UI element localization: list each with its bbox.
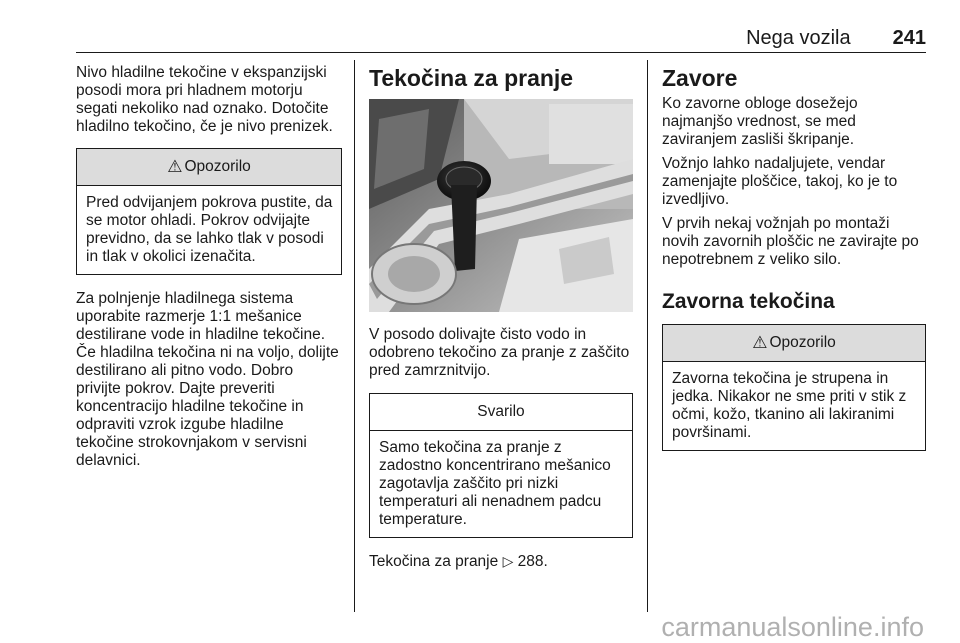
washer-fill-paragraph: V posodo dolivajte čisto vodo in odobreno tekočino za pranje z zaščito pred zamrznitvijo. — [369, 326, 630, 379]
section-heading: Zavore — [662, 65, 738, 91]
coolant-level-paragraph: Nivo hladilne tekočine v ekspanzijski posodi mora pri hladnem motorju segati nekoliko nad oznako. Dotočite hladilno tekočino, če je nivo prenizek. — [76, 64, 333, 135]
column-washer-fluid — [369, 64, 633, 571]
page-reference-arrow-icon: ▷ — [502, 553, 514, 569]
column-divider — [647, 60, 648, 612]
section-heading: Tekočina za pranje — [369, 65, 574, 91]
warning-triangle-icon: ⚠ — [167, 157, 183, 176]
subsection-heading: Zavorna tekočina — [662, 290, 835, 313]
warning-text: Pred odvijanjem pokrova pustite, da se motor ohladi. Pokrov odvijajte previdno, da se lahko tlak v posodi in tlak v okolici izenačita. — [86, 194, 333, 265]
washer-reservoir-photo — [369, 99, 633, 312]
caution-text: Samo tekočina za pranje z zadostno koncentrirano mešanico zagotavlja zaščito pri nizki temperaturi ali nenadnem padcu temperature. — [379, 439, 611, 528]
warning-title: Opozorilo — [184, 158, 251, 175]
coolant-fill-paragraph: Za polnjenje hladilnega sistema uporabite razmerje 1:1 mešanice destilirane vode in hladilne tekočine. Če hladilna tekočina ni na voljo, dolijte destilirano ali pitno vodo. Dobro privijte pokrov. Dajte preveriti koncentracijo hladilne tekočine in odpraviti vzrok izgube hladilne tekočine strokovnjakom v servisni delavnici. — [76, 290, 339, 469]
page-number: 241 — [892, 27, 926, 49]
warning-box — [76, 148, 342, 275]
caution-box — [369, 393, 633, 538]
reference-text: Tekočina za pranje — [369, 553, 499, 570]
column-coolant — [76, 64, 342, 470]
watermark: carmanualsonline.info — [661, 612, 924, 642]
warning-header — [663, 325, 925, 362]
warning-box — [662, 324, 926, 451]
brake-continue-paragraph: Vožnjo lahko nadaljujete, vendar zamenjajte ploščice, takoj, ko je to izvedljivo. — [662, 155, 898, 208]
warning-title: Opozorilo — [769, 334, 836, 351]
brake-bedding-paragraph: V prvih nekaj vožnjah po montaži novih zavornih ploščic ne zavirajte po nepotrebnem z veliko silo. — [662, 215, 919, 268]
brake-pad-paragraph: Ko zavorne obloge dosežejo najmanjšo vrednost, se med zaviranjem zasliši škripanje. — [662, 95, 858, 148]
page-header — [746, 26, 926, 50]
section-title: Nega vozila — [746, 27, 851, 49]
reference-page[interactable]: 288. — [517, 553, 548, 570]
warning-triangle-icon: ⚠ — [752, 333, 768, 352]
warning-text: Zavorna tekočina je strupena in jedka. Nikakor ne sme priti v stik z očmi, kožo, tkanino ali lakiranimi površinami. — [672, 370, 907, 441]
column-divider — [354, 60, 355, 612]
caution-header: Svarilo — [370, 394, 632, 431]
column-brakes — [662, 64, 926, 451]
cross-reference — [369, 552, 633, 571]
warning-header — [77, 149, 341, 186]
header-rule — [76, 52, 926, 53]
